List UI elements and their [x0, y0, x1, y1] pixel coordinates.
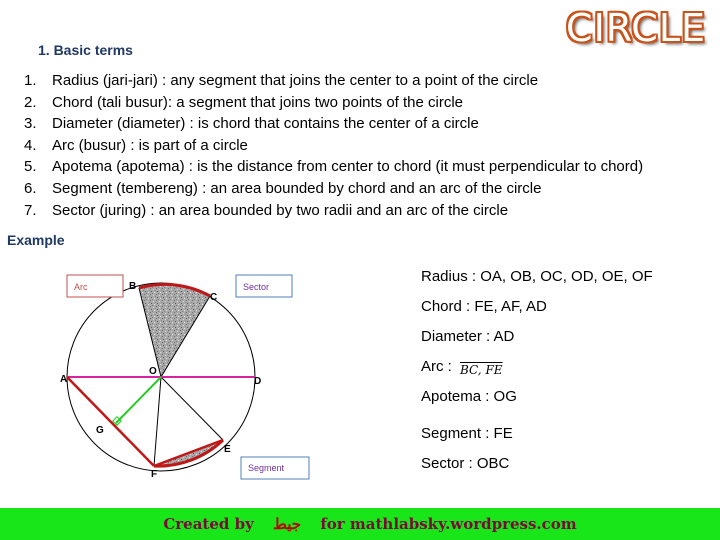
answer-segment: Segment : FE: [421, 425, 513, 442]
answer-sector: Sector : OBC: [421, 455, 510, 472]
callout-arc-label: Arc: [74, 282, 88, 292]
answer-chord: Chord : FE, AF, AD: [421, 298, 547, 315]
answer-arc: [421, 358, 503, 375]
answer-radius: Radius : OA, OB, OC, OD, OE, OF: [421, 268, 653, 285]
point-label-o: O: [149, 366, 157, 377]
point-label-a: A: [60, 374, 68, 385]
answer-apotema: Apotema : OG: [421, 388, 517, 405]
point-label-f: F: [151, 469, 158, 480]
terms-list: [24, 70, 720, 221]
answer-diameter: Diameter : AD: [421, 328, 515, 345]
circle-diagram: [0, 260, 420, 505]
point-label-d: D: [254, 376, 262, 387]
footer-author-name: جيط: [273, 515, 302, 533]
list-item: 4. Arc (busur) : is part of a circle: [24, 136, 248, 154]
footer-site: for mathlabsky.wordpress.com: [320, 515, 577, 533]
list-item: 6. Segment (tembereng) : an area bounded by chord and an arc of the circle: [24, 179, 542, 197]
point-label-e: E: [224, 444, 231, 455]
list-item: 2. Chord (tali busur): a segment that joins two points of the circle: [24, 93, 464, 111]
answer-arc-prefix: Arc :: [421, 358, 452, 375]
callout-segment-label: Segment: [248, 463, 285, 473]
section-heading: 1. Basic terms: [38, 42, 133, 58]
point-label-g: G: [96, 425, 104, 436]
chord-af: [67, 377, 154, 466]
callout-sector-label: Sector: [243, 282, 270, 292]
footer-bar: [0, 508, 720, 540]
list-item: 1. Radius (jari-jari) : any segment that joins the center to a point of the circle: [24, 72, 539, 89]
footer-created-by: Created by: [163, 515, 254, 533]
list-item: 7. Sector (juring) : an area bounded by two radii and an arc of the circle: [24, 201, 509, 219]
radius-oe: [161, 377, 223, 440]
list-item: 3. Diameter (diameter) : is chord that contains the center of a circle: [24, 115, 479, 133]
point-label-c: C: [210, 292, 218, 303]
page-title: CIRCLE: [566, 6, 706, 50]
radius-of: [154, 377, 161, 466]
answer-arc-value: BC, FE: [460, 363, 503, 377]
example-heading: Example: [7, 232, 65, 248]
point-label-b: B: [129, 281, 137, 292]
apotema-og: [116, 377, 161, 423]
list-item: 5. Apotema (apotema) : is the distance from center to chord (it must perpendicular to chord): [24, 158, 644, 176]
